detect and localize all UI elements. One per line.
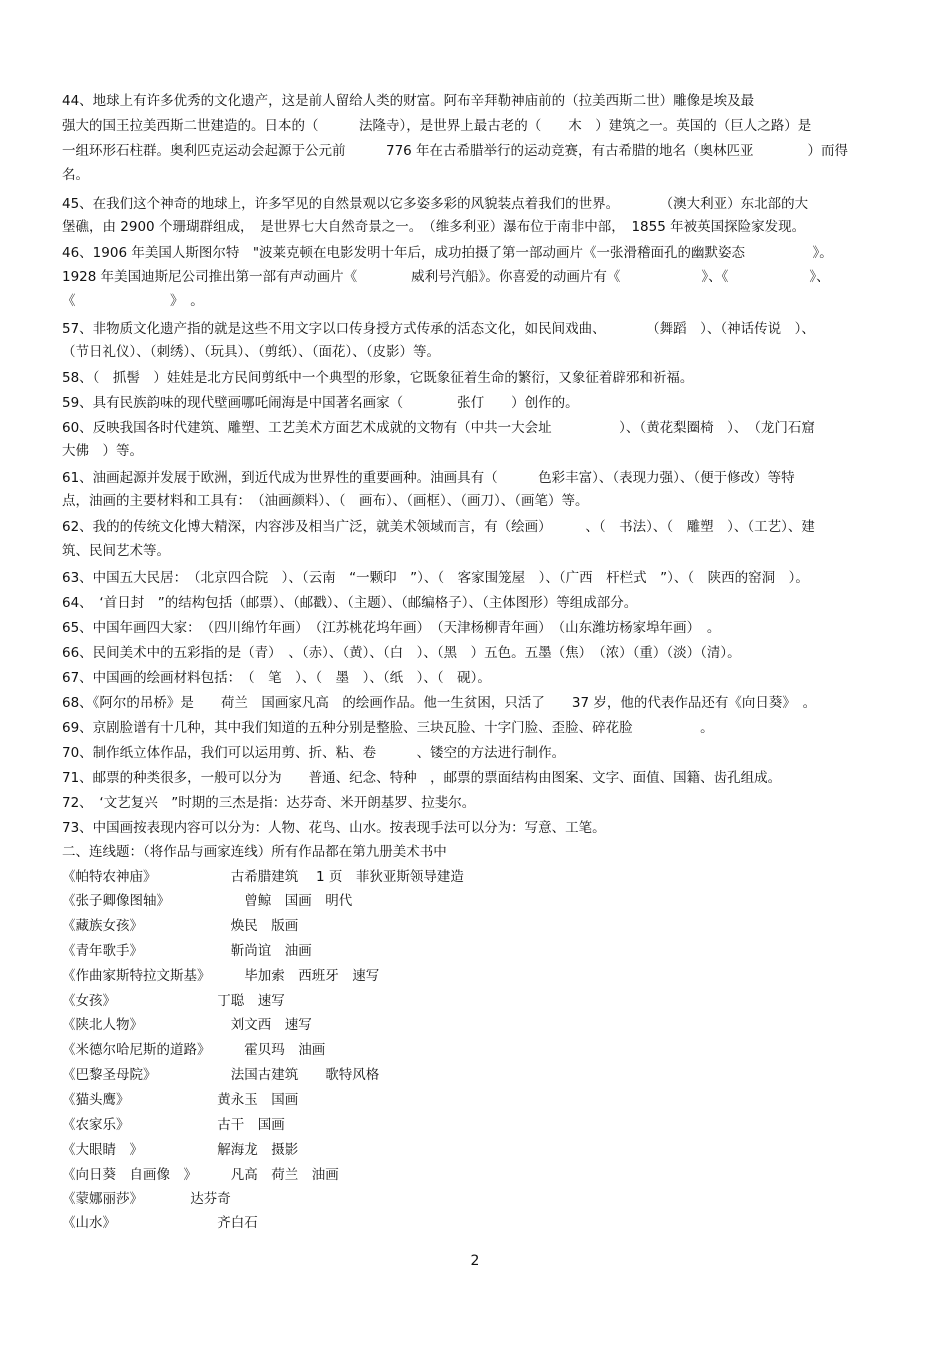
matching-item-15: 《山水》 齐白石 bbox=[62, 1215, 258, 1231]
text-line-q62-2: 筑、民间艺术等。 bbox=[62, 543, 170, 559]
matching-item-7: 《陕北人物》 刘文西 速写 bbox=[62, 1017, 312, 1033]
text-line-q63: 63、中国五大民居： （北京四合院 ）、（云南 “一颗印 ”）、（ 客家围笼屋 ）、（广西 杆栏式 ”）、（ 陕西的窑洞 ）。 bbox=[62, 570, 809, 586]
text-line-q44-1: 44、地球上有许多优秀的文化遗产，这是前人留给人类的财富。阿布辛拜勒神庙前的（拉美西斯二世）雕像是埃及最 bbox=[62, 93, 755, 109]
text-line-q62-1: 62、我的的传统文化博大精深，内容涉及相当广泛，就美术领域而言，有（绘画） 、（ 书法）、（ 雕塑 ）、（工艺）、建 bbox=[62, 519, 815, 535]
text-line-q46-2: 1928 年美国迪斯尼公司推出第一部有声动画片《 威利号汽船》。你喜爱的动画片有《 》、《 》、 bbox=[62, 269, 830, 285]
text-line-q66: 66、民间美术中的五彩指的是（青） 、（赤）、（黄）、（白 ）、（黑 ）五色。五墨（焦） （浓）（重）（淡）（清）。 bbox=[62, 645, 741, 661]
text-line-q73: 73、中国画按表现内容可以分为：人物、花鸟、山水。按表现手法可以分为：写意、工笔。 bbox=[62, 820, 606, 836]
text-line-q57-1: 57、非物质文化遗产指的就是这些不用文字以口传身授方式传承的活态文化，如民间戏曲、 （舞蹈 ）、（神话传说 ）、 bbox=[62, 321, 815, 337]
text-line-q45-1: 45、在我们这个神奇的地球上，许多罕见的自然景观以它多姿多彩的风貌装点着我们的世界。 （澳大利亚）东北部的大 bbox=[62, 196, 809, 212]
matching-item-1: 《帕特农神庙》 古希腊建筑 1 页 菲狄亚斯领导建造 bbox=[62, 869, 464, 885]
text-line-q64: 64、 ‘首日封 ”的结构包括（邮票）、（邮戳）、（主题）、（邮编格子）、（主体图形）等组成部分。 bbox=[62, 595, 638, 611]
text-line-q57-2: （节日礼仪）、（刺绣）、（玩具）、（剪纸）、（面花）、（皮影）等。 bbox=[62, 344, 440, 360]
text-line-q46-3: 《 》 。 bbox=[62, 293, 204, 309]
text-line-q72: 72、 ‘文艺复兴 ”时期的三杰是指：达芬奇、米开朗基罗、拉斐尔。 bbox=[62, 795, 476, 811]
matching-item-2: 《张子卿像图轴》 曾鲸 国画 明代 bbox=[62, 893, 353, 909]
text-line-q71: 71、邮票的种类很多，一般可以分为 普通、纪念、特种 ，邮票的票面结构由图案、文字、面值、国籍、齿孔组成。 bbox=[62, 770, 782, 786]
text-line-q45-2: 堡礁，由 2900 个珊瑚群组成， 是世界七大自然奇景之一。 （维多利亚）瀑布位于南非中部， 1855 年被英国探险家发现。 bbox=[62, 219, 806, 235]
matching-item-11: 《农家乐》 古干 国画 bbox=[62, 1117, 285, 1133]
text-line-q59: 59、具有民族韵味的现代壁画哪吒闹海是中国著名画家（ 张仃 ）创作的。 bbox=[62, 395, 579, 411]
matching-item-13: 《向日葵 自画像 》 凡高 荷兰 油画 bbox=[62, 1167, 339, 1183]
section-heading-matching: 二、连线题：（将作品与画家连线）所有作品都在第九册美术书中 bbox=[62, 844, 447, 860]
text-line-q44-3: 一组环形石柱群。奥利匹克运动会起源于公元前 776 年在古希腊举行的运动竞赛，有古希腊的地名（奥林匹亚 ）而得 bbox=[62, 143, 849, 159]
text-line-q65: 65、中国年画四大家： （四川绵竹年画） （江苏桃花坞年画） （天津杨柳青年画） （山东潍坊杨家埠年画） 。 bbox=[62, 620, 721, 636]
matching-item-4: 《青年歌手》 靳尚谊 油画 bbox=[62, 943, 312, 959]
text-line-q61-2: 点，油画的主要材料和工具有： （油画颜料）、（ 画布）、（画框）、（画刀）、（画笔）等。 bbox=[62, 493, 589, 509]
matching-item-6: 《女孩》 丁聪 速写 bbox=[62, 993, 285, 1009]
text-line-q60-1: 60、反映我国各时代建筑、雕塑、工艺美术方面艺术成就的文物有（中共一大会址 ）、（黄花梨圈椅 ）、 （龙门石窟 bbox=[62, 420, 815, 436]
text-line-q69: 69、京剧脸谱有十几种，其中我们知道的五种分别是整脸、三块瓦脸、十字门脸、歪脸、碎花脸 。 bbox=[62, 720, 714, 736]
text-line-q58: 58、（ 抓髻 ）娃娃是北方民间剪纸中一个典型的形象，它既象征着生命的繁衍，又象征着辟邪和祈福。 bbox=[62, 370, 694, 386]
text-line-q67: 67、中国画的绘画材料包括： （ 笔 ）、（ 墨 ）、（纸 ）、（ 砚）。 bbox=[62, 670, 491, 686]
text-line-q44-4: 名。 bbox=[62, 167, 89, 183]
matching-item-9: 《巴黎圣母院》 法国古建筑 歌特风格 bbox=[62, 1067, 380, 1083]
text-line-q46-1: 46、1906 年美国人斯图尔特 "波莱克顿在电影发明十年后，成功拍摄了第一部动画片《一张滑稽面孔的幽默姿态 》。 bbox=[62, 245, 833, 261]
matching-item-8: 《米德尔哈尼斯的道路》 霍贝玛 油画 bbox=[62, 1042, 326, 1058]
matching-item-12: 《大眼睛 》 解海龙 摄影 bbox=[62, 1142, 299, 1158]
matching-item-3: 《藏族女孩》 焕民 版画 bbox=[62, 918, 299, 934]
matching-item-5: 《作曲家斯特拉文斯基》 毕加索 西班牙 速写 bbox=[62, 968, 380, 984]
text-line-q44-2: 强大的国王拉美西斯二世建造的。日本的（ 法隆寺），是世界上最古老的（ 木 ）建筑之一。英国的（巨人之路）是 bbox=[62, 118, 812, 134]
page-number: 2 bbox=[470, 1253, 480, 1269]
text-line-q70: 70、制作纸立体作品，我们可以运用剪、折、粘、卷 、镂空的方法进行制作。 bbox=[62, 745, 566, 761]
matching-item-14: 《蒙娜丽莎》 达芬奇 bbox=[62, 1191, 231, 1207]
text-line-q68: 68、《阿尔的吊桥》是 荷兰 国画家凡高 的绘画作品。他一生贫困，只活了 37 岁，他的代表作品还有《向日葵》 。 bbox=[62, 695, 817, 711]
text-line-q61-1: 61、油画起源并发展于欧洲，到近代成为世界性的重要画种。油画具有（ 色彩丰富）、（表现力强）、（便于修改）等特 bbox=[62, 470, 795, 486]
matching-item-10: 《猫头鹰》 黄永玉 国画 bbox=[62, 1092, 299, 1108]
text-line-q60-2: 大佛 ）等。 bbox=[62, 443, 143, 459]
